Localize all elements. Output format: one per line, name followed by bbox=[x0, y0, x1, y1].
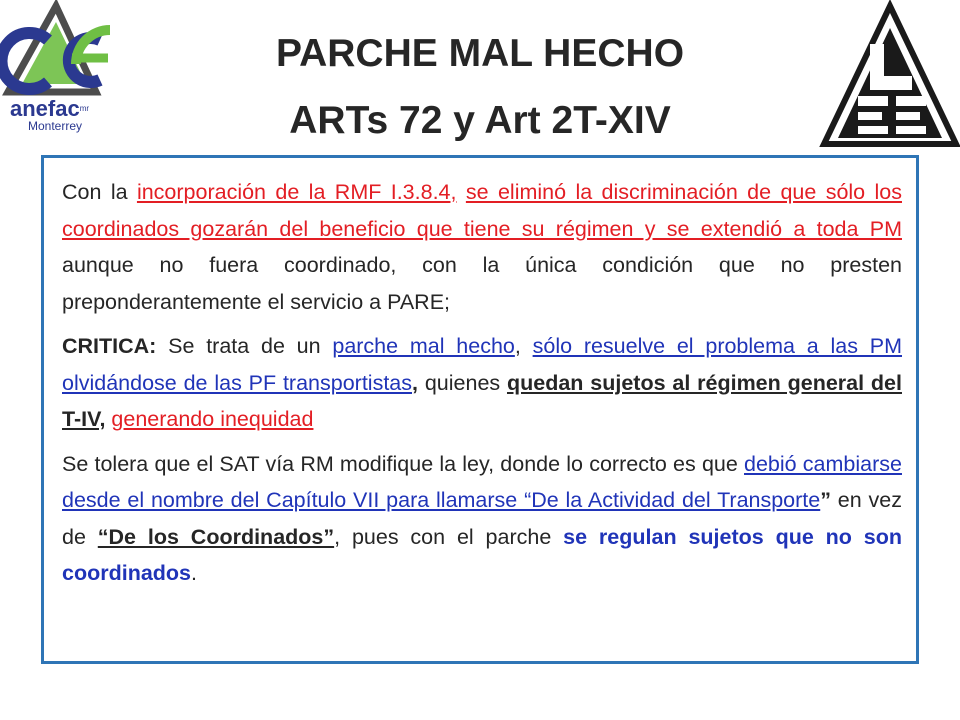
lee-triangle-logo bbox=[818, 0, 960, 150]
page-subtitle: ARTs 72 y Art 2T-XIV bbox=[289, 99, 671, 142]
paragraph-1: Con la incorporación de la RMF I.3.8.4, se eliminó la discriminación de que sólo los coordinados gozarán del beneficio que tiene su régimen y se extendió a toda PM aunque no fuera coordinado, con la única condición que no presten preponderantemente el servicio a PARE; bbox=[62, 180, 902, 314]
highlight-inequidad: generando inequidad bbox=[111, 407, 314, 431]
page-title: PARCHE MAL HECHO bbox=[275, 32, 685, 75]
anefac-logo bbox=[0, 0, 135, 140]
highlight-coordinados: “De los Coordinados” bbox=[97, 524, 335, 549]
anefac-wordmark: anefac$^{mr}$ bbox=[10, 96, 90, 121]
highlight-capitulo: debió cambiarse desde el nombre del Capítulo VII para llamarse “De la Actividad del Transporte bbox=[62, 451, 902, 512]
critica-label: CRITICA: bbox=[62, 334, 157, 358]
highlight-parche: parche mal hecho bbox=[332, 334, 515, 358]
paragraph-3: Se tolera que el SAT vía RM modifique la ley, donde lo correcto es que debió cambiarse desde el nombre del Capítulo VII para llamarse “De la Actividad del Transporte” en vez de “De los Coordinados”, pues con el parche se regulan sujetos que no son coordinados. bbox=[62, 451, 902, 585]
anefac-subtitle: Monterrey bbox=[28, 119, 83, 133]
content-box bbox=[41, 155, 919, 664]
highlight-sujetos: se regulan sujetos que no son coordinados bbox=[62, 524, 902, 585]
highlight-discrimination: se eliminó la discriminación de que sólo los coordinados gozarán del beneficio que tiene su régimen y se extendió a toda PM bbox=[62, 180, 902, 241]
anefac-emblem-icon bbox=[0, 0, 135, 100]
triangle-logo-icon bbox=[818, 0, 960, 150]
highlight-rmf: incorporación de la RMF I.3.8.4, bbox=[136, 180, 457, 204]
highlight-resuelve: sólo resuelve el problema a las PM olvidándose de las PF transportistas bbox=[62, 334, 902, 395]
paragraph-2: CRITICA: Se trata de un parche mal hecho, sólo resuelve el problema a las PM olvidándose de las PF transportistas, quienes quedan sujetos al régimen general del T-IV, generando inequidad bbox=[62, 334, 902, 431]
highlight-regimen: quedan sujetos al régimen general del T-IV, bbox=[62, 370, 902, 431]
